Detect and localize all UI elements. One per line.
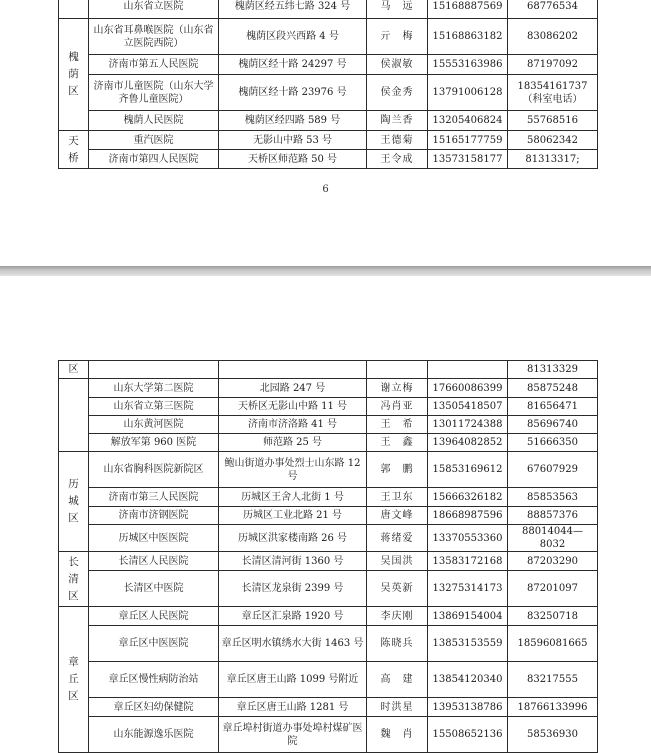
- district-char: 区: [68, 85, 79, 97]
- hospital-name: 长清区人民医院: [89, 552, 219, 571]
- hospital-address: 鲍山街道办事处烈士山东路 12 号: [219, 452, 367, 488]
- district-char: 区: [68, 589, 79, 602]
- contact-person: 王卫东: [367, 488, 428, 507]
- hospital-name: 重汽医院: [89, 131, 219, 150]
- hospital-name: 解放军第 960 医院: [89, 434, 219, 452]
- district-cell: [59, 552, 89, 607]
- page-separator: [0, 266, 651, 276]
- table-row: [59, 75, 598, 111]
- table-row: [59, 55, 598, 75]
- table-row: [59, 19, 598, 55]
- hospital-address: 北园路 247 号: [219, 379, 367, 398]
- district-cell: [59, 131, 89, 169]
- table-row: [59, 662, 598, 698]
- district-char: 历: [68, 478, 79, 490]
- mobile-number: 13854120340: [428, 662, 508, 698]
- phone-number: 51666350: [508, 434, 598, 452]
- contact-person: 时洪星: [367, 698, 428, 717]
- phone-number: 81656471: [508, 398, 598, 416]
- phone-number: 83217555: [508, 662, 598, 698]
- table-row: [59, 571, 598, 607]
- hospital-name: 济南市第三人民医院: [89, 488, 219, 507]
- contact-person: [367, 361, 428, 379]
- phone-number: 87203290: [508, 552, 598, 571]
- hospital-address: 章丘区明水镇绣水大街 1463 号: [219, 626, 367, 662]
- hospital-name: 历城区中医医院: [89, 525, 219, 552]
- hospital-name: 山东大学第二医院: [89, 379, 219, 398]
- page-number: 6: [322, 184, 329, 195]
- hospital-name: 章丘区慢性病防治站: [89, 662, 219, 698]
- contact-person: 侯淑敏: [367, 55, 428, 75]
- mobile-number: 15165177759: [428, 131, 508, 150]
- hospital-address: 长清区清河街 1360 号: [219, 552, 367, 571]
- phone-number: 55768516: [508, 111, 598, 131]
- contact-person: 吴英新: [367, 571, 428, 607]
- phone-number: 58536930: [508, 717, 598, 753]
- contact-person: 马 远: [367, 0, 428, 19]
- hospital-name: 山东黄河医院: [89, 416, 219, 434]
- table-row: [59, 607, 598, 626]
- hospital-address: 历城区王舍人北街 1 号: [219, 488, 367, 507]
- contact-person: 陈晓兵: [367, 626, 428, 662]
- phone-number: 87197092: [508, 55, 598, 75]
- district-char: 区: [68, 512, 79, 524]
- contact-person: 高 建: [367, 662, 428, 698]
- phone-number: 18596081665: [508, 626, 598, 662]
- contact-person: 魏 肖: [367, 717, 428, 753]
- contact-table-page-2: [58, 360, 598, 753]
- mobile-number: 13583172168: [428, 552, 508, 571]
- table-row: [59, 507, 598, 525]
- table-row: [59, 488, 598, 507]
- mobile-number: 13869154004: [428, 607, 508, 626]
- hospital-address: 师范路 25 号: [219, 434, 367, 452]
- table-row: [59, 398, 598, 416]
- contact-person: 谢立梅: [367, 379, 428, 398]
- table-row: [59, 626, 598, 662]
- district-char: 丘: [68, 673, 79, 685]
- contact-person: 陶兰香: [367, 111, 428, 131]
- hospital-name: 济南市第五人民医院: [89, 55, 219, 75]
- mobile-number: 15508652136: [428, 717, 508, 753]
- contact-person: 王令成: [367, 150, 428, 169]
- mobile-number: 13573158177: [428, 150, 508, 169]
- hospital-name: 山东省胸科医院新院区: [89, 452, 219, 488]
- hospital-name: 山东省立医院: [89, 0, 219, 19]
- mobile-number: 13853153559: [428, 626, 508, 662]
- hospital-address: 章丘区唐王山路 1281 号: [219, 698, 367, 717]
- district-cell: [59, 607, 89, 753]
- phone-number: 18766133996: [508, 698, 598, 717]
- district-char: 长: [68, 555, 79, 568]
- hospital-address: 槐荫区经十路 23976 号: [219, 75, 367, 111]
- hospital-address: 槐荫区段兴西路 4 号: [219, 19, 367, 55]
- district-char: 区: [68, 690, 79, 702]
- table-row: [59, 416, 598, 434]
- mobile-number: 13205406824: [428, 111, 508, 131]
- hospital-address: 天桥区无影山中路 11 号: [219, 398, 367, 416]
- district-cell: 区: [59, 361, 89, 379]
- hospital-name: 章丘区人民医院: [89, 607, 219, 626]
- mobile-number: 15168887569: [428, 0, 508, 19]
- contact-person: 王德菊: [367, 131, 428, 150]
- phone-number: 68776534: [508, 0, 598, 19]
- district-cell: [59, 0, 89, 19]
- hospital-address: 济南市济洛路 41 号: [219, 416, 367, 434]
- district-char: 章: [68, 656, 79, 668]
- contact-table-page-1: [58, 0, 598, 169]
- district-char: 清: [68, 572, 79, 585]
- phone-number: 88857376: [508, 507, 598, 525]
- hospital-address: 历城区工业北路 21 号: [219, 507, 367, 525]
- hospital-name: 济南市济钢医院: [89, 507, 219, 525]
- hospital-address: 章丘区汇泉路 1920 号: [219, 607, 367, 626]
- district-char: 荫: [68, 68, 79, 80]
- phone-number: 87201097: [508, 571, 598, 607]
- table-row: [59, 0, 598, 19]
- mobile-number: 13370553360: [428, 525, 508, 552]
- contact-person: 吴国洪: [367, 552, 428, 571]
- hospital-address: 章丘区唐王山路 1099 号附近: [219, 662, 367, 698]
- hospital-address: 槐荫区经五纬七路 324 号: [219, 0, 367, 19]
- table-row: [59, 525, 598, 552]
- hospital-name: 长清区中医院: [89, 571, 219, 607]
- hospital-name: [89, 361, 219, 379]
- contact-person: 郭 鹏: [367, 452, 428, 488]
- phone-number: 18354161737（科室电话）: [508, 75, 598, 111]
- mobile-number: 13964082852: [428, 434, 508, 452]
- phone-number: 85875248: [508, 379, 598, 398]
- mobile-number: 13953138786: [428, 698, 508, 717]
- phone-number: 58062342: [508, 131, 598, 150]
- phone-number: 85696740: [508, 416, 598, 434]
- phone-number: 81313329: [508, 361, 598, 379]
- table-row: [59, 379, 598, 398]
- hospital-name: 山东省立第三医院: [89, 398, 219, 416]
- table-row: [59, 434, 598, 452]
- mobile-number: 15666326182: [428, 488, 508, 507]
- contact-person: 李庆刚: [367, 607, 428, 626]
- table-row: [59, 131, 598, 150]
- hospital-name: 章丘区妇幼保健院: [89, 698, 219, 717]
- mobile-number: 15168863182: [428, 19, 508, 55]
- district-cell: [59, 379, 89, 452]
- table-row: [59, 552, 598, 571]
- phone-number: 83250718: [508, 607, 598, 626]
- mobile-number: 15853169612: [428, 452, 508, 488]
- mobile-number: 13275314173: [428, 571, 508, 607]
- hospital-address: 槐荫区经四路 589 号: [219, 111, 367, 131]
- hospital-name: 章丘区中医医院: [89, 626, 219, 662]
- hospital-address: 历城区洪家楼南路 26 号: [219, 525, 367, 552]
- mobile-number: 13791006128: [428, 75, 508, 111]
- contact-person: 侯金秀: [367, 75, 428, 111]
- contact-person: 王 希: [367, 416, 428, 434]
- hospital-address: 无影山中路 53 号: [219, 131, 367, 150]
- district-char: 城: [68, 495, 79, 507]
- hospital-name: 槐荫人民医院: [89, 111, 219, 131]
- mobile-number: 17660086399: [428, 379, 508, 398]
- contact-person: 冯肖亚: [367, 398, 428, 416]
- phone-number: 81313317;: [508, 150, 598, 169]
- mobile-number: [428, 361, 508, 379]
- contact-person: 蒋绪爱: [367, 525, 428, 552]
- hospital-name: 山东省耳鼻喉医院（山东省立医院西院）: [89, 19, 219, 55]
- table-row: [59, 111, 598, 131]
- district-char: 槐: [68, 51, 79, 63]
- phone-number: 85853563: [508, 488, 598, 507]
- hospital-name: 济南市第四人民医院: [89, 150, 219, 169]
- mobile-number: 13505418507: [428, 398, 508, 416]
- contact-person: 王 鑫: [367, 434, 428, 452]
- district-cell: [59, 19, 89, 131]
- district-cell: [59, 452, 89, 552]
- contact-person: 亓 梅: [367, 19, 428, 55]
- mobile-number: 13011724388: [428, 416, 508, 434]
- hospital-name: 济南市儿童医院（山东大学齐鲁儿童医院）: [89, 75, 219, 111]
- phone-number: 83086202: [508, 19, 598, 55]
- district-char: 天: [68, 134, 79, 147]
- page-sheet-1: [0, 0, 651, 266]
- mobile-number: 18668987596: [428, 507, 508, 525]
- hospital-address: 长清区龙泉街 2399 号: [219, 571, 367, 607]
- phone-number: 88014044—8032: [508, 525, 598, 552]
- table-row: [59, 698, 598, 717]
- hospital-address: 章丘埠村街道办事处埠村煤矿医院: [219, 717, 367, 753]
- hospital-address: [219, 361, 367, 379]
- table-row: [59, 452, 598, 488]
- hospital-name: 山东能源逸乐医院: [89, 717, 219, 753]
- hospital-address: 槐荫区经十路 24297 号: [219, 55, 367, 75]
- mobile-number: 15553163986: [428, 55, 508, 75]
- hospital-address: 天桥区师范路 50 号: [219, 150, 367, 169]
- table-row: [59, 150, 598, 169]
- table-row: [59, 361, 598, 379]
- contact-person: 唐文峰: [367, 507, 428, 525]
- phone-number: 67607929: [508, 452, 598, 488]
- district-char: 桥: [68, 151, 79, 164]
